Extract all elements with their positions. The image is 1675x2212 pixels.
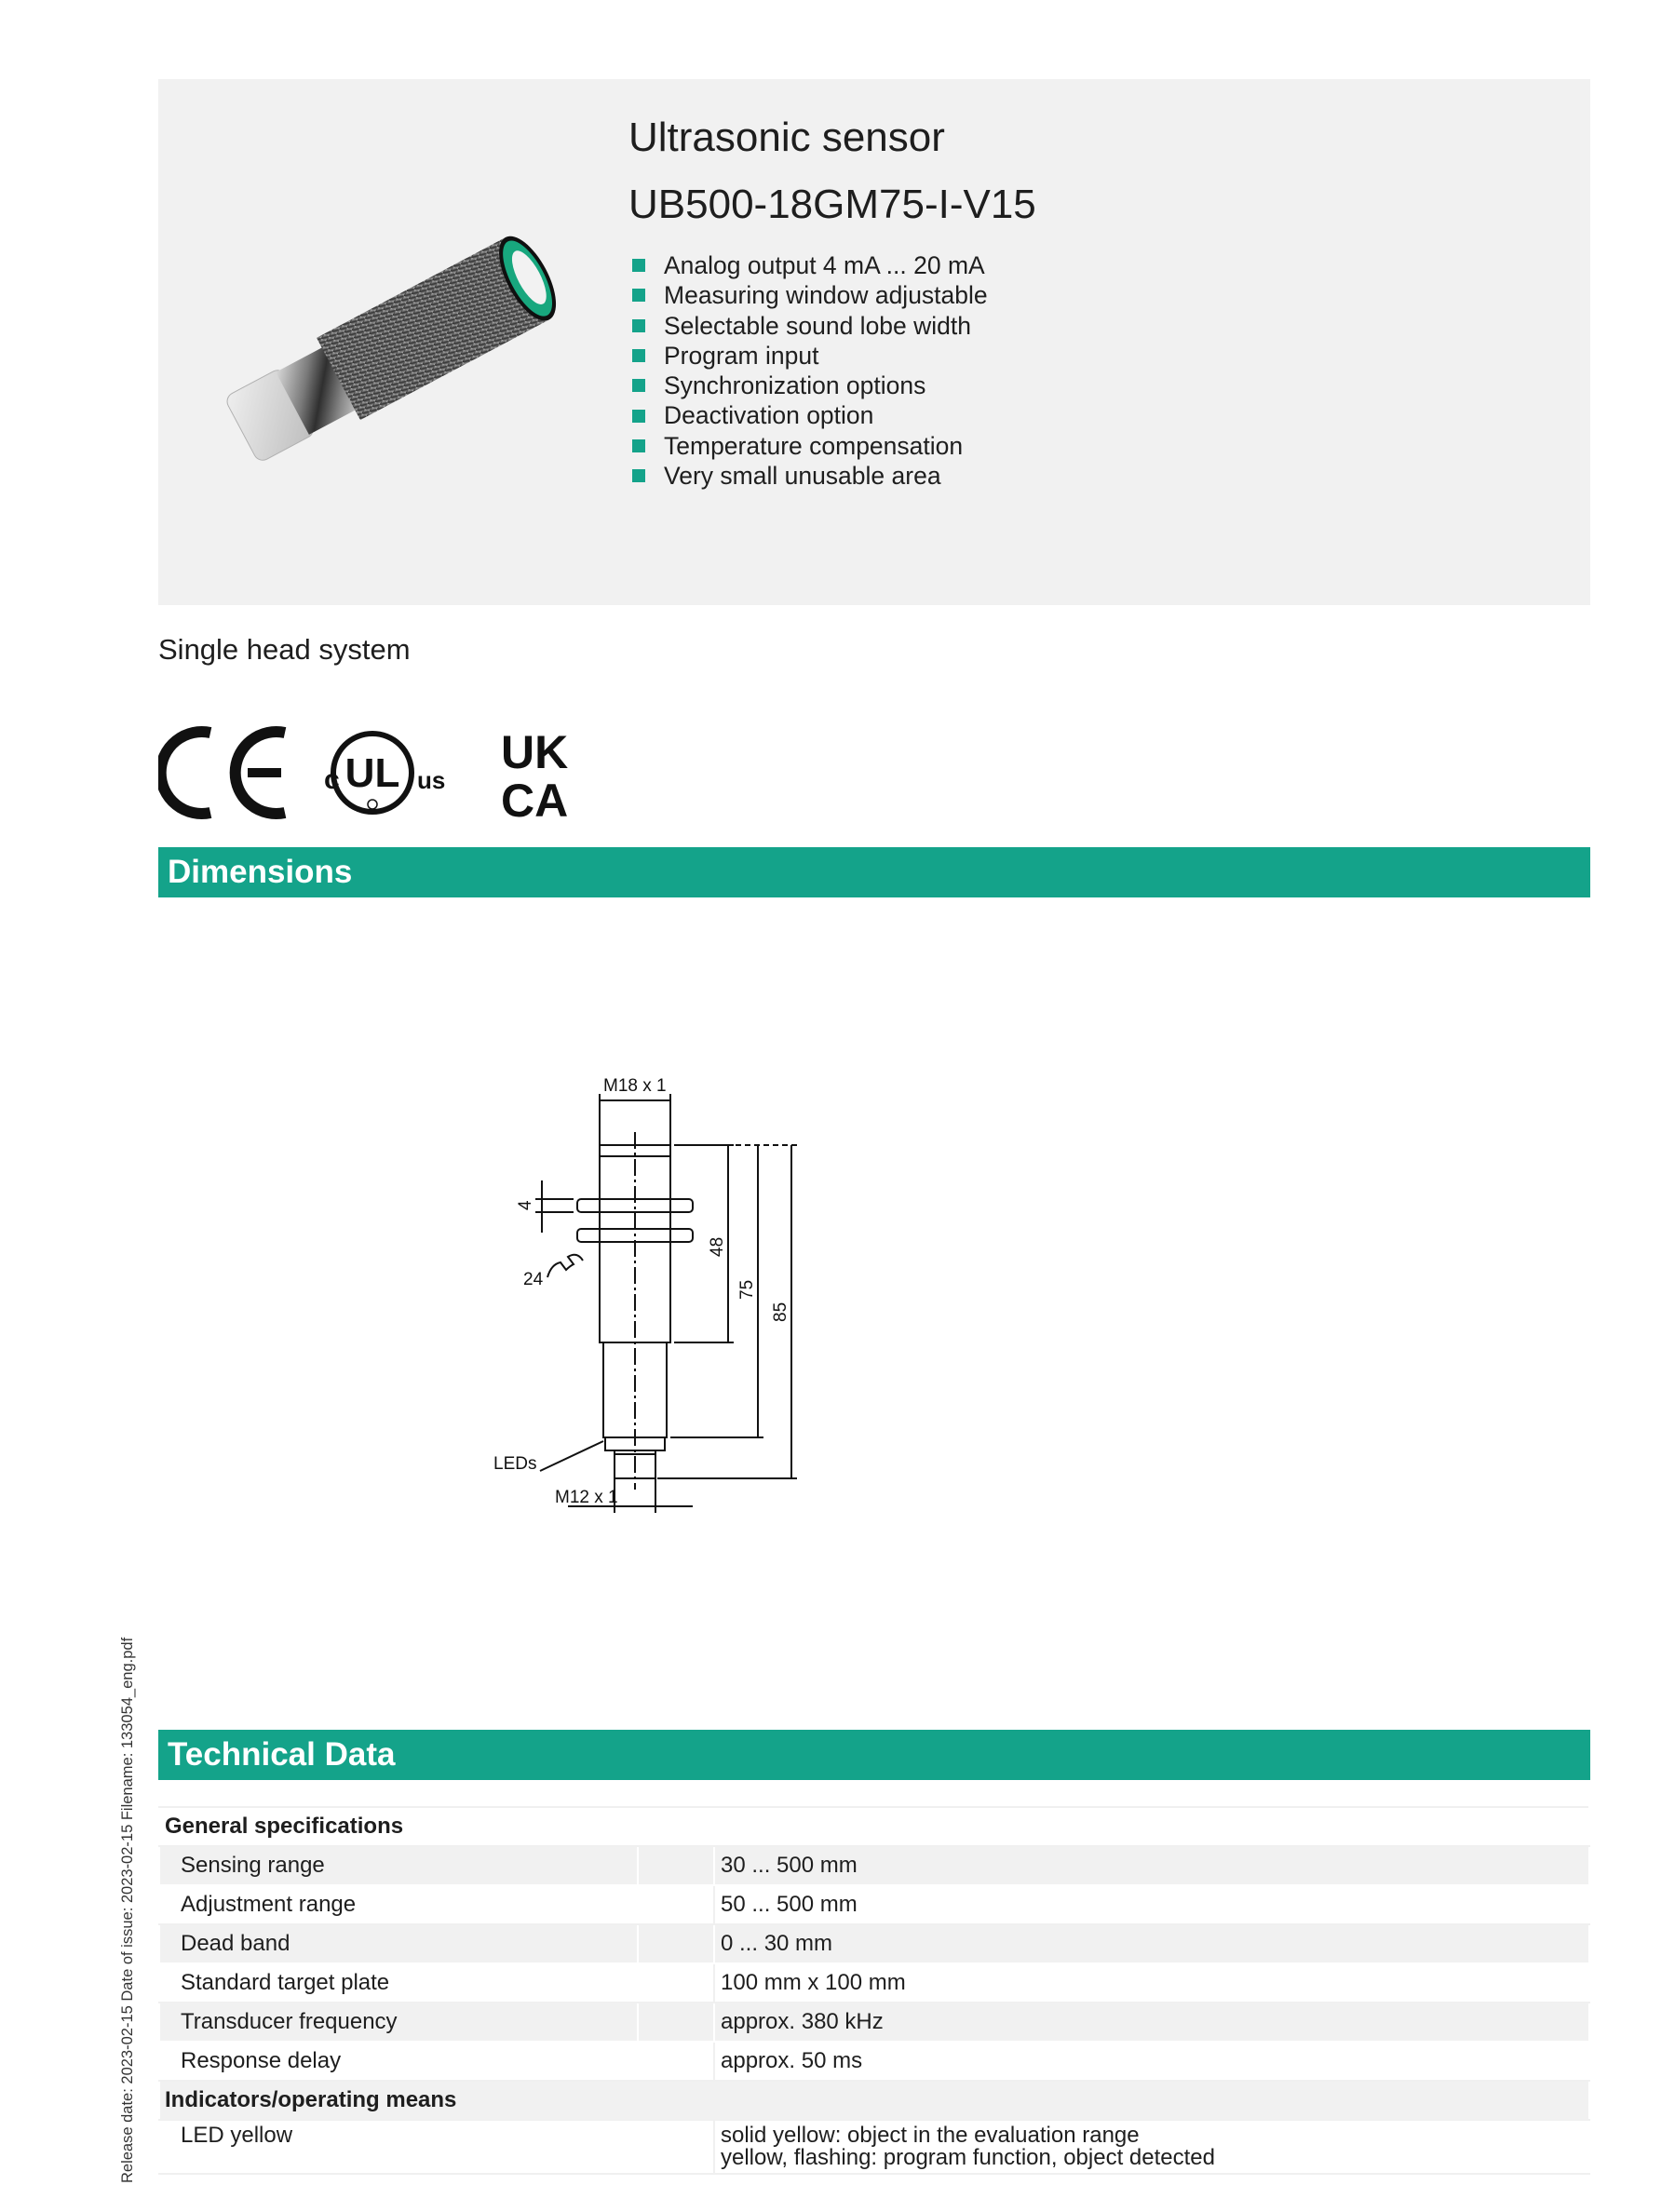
leds-label: LEDs xyxy=(493,1454,537,1474)
product-header xyxy=(628,113,1036,491)
certification-marks xyxy=(158,722,605,824)
bullet-icon xyxy=(632,469,645,482)
system-type-label: Single head system xyxy=(158,633,411,666)
feature-item: Temperature compensation xyxy=(628,431,1036,461)
m12-thread-label: M12 x 1 xyxy=(555,1488,618,1507)
product-model-title: UB500-18GM75-I-V15 xyxy=(628,182,1036,227)
svg-text:UK: UK xyxy=(501,726,569,778)
feature-item: Deactivation option xyxy=(628,400,1036,430)
technical-data-table xyxy=(158,1806,1590,2175)
spec-value: 30 ... 500 mm xyxy=(714,1846,1589,1885)
m18-thread-label: M18 x 1 xyxy=(603,1076,667,1096)
spec-label: Adjustment range xyxy=(159,1885,638,1924)
release-date-note: Release date: 2023-02-15 Date of issue: 2023-02-15 Filename: 133054_eng.pdf xyxy=(119,1637,136,2183)
product-category-title: Ultrasonic sensor xyxy=(628,115,945,160)
table-group-row xyxy=(159,1807,1589,1846)
svg-text:CA: CA xyxy=(501,775,569,824)
sensor-product-image xyxy=(196,163,596,545)
bullet-icon xyxy=(632,439,645,452)
bullet-icon xyxy=(632,259,645,272)
table-group-row xyxy=(159,2081,1589,2120)
dimensions-section-header: Dimensions xyxy=(158,847,1590,897)
spec-label: Sensing range xyxy=(159,1846,638,1885)
bullet-icon xyxy=(632,379,645,392)
dim-85-label: 85 xyxy=(771,1302,790,1322)
table-row xyxy=(159,2003,1589,2042)
svg-text:us: us xyxy=(417,766,446,794)
bullet-icon xyxy=(632,289,645,302)
spec-value: solid yellow: object in the evaluation range yellow, flashing: program function, object detected xyxy=(714,2120,1589,2174)
table-row xyxy=(159,2042,1589,2081)
dim-4-label: 4 xyxy=(516,1200,535,1210)
bullet-icon xyxy=(632,319,645,332)
feature-item: Measuring window adjustable xyxy=(628,280,1036,310)
dimension-drawing xyxy=(484,1071,838,1536)
ukca-mark-icon xyxy=(501,726,568,824)
cul-us-mark-icon xyxy=(324,734,445,812)
bullet-icon xyxy=(632,410,645,423)
ce-mark-icon xyxy=(161,732,285,814)
spec-value: approx. 380 kHz xyxy=(714,2003,1589,2042)
spec-value: 100 mm x 100 mm xyxy=(714,1963,1589,2003)
group-title: General specifications xyxy=(159,1807,1589,1846)
bullet-icon xyxy=(632,349,645,362)
table-row xyxy=(159,2120,1589,2174)
svg-text:c: c xyxy=(324,764,340,795)
feature-item: Selectable sound lobe width xyxy=(628,311,1036,341)
spec-value: 0 ... 30 mm xyxy=(714,1924,1589,1963)
dim-24-label: 24 xyxy=(523,1270,544,1289)
feature-item: Program input xyxy=(628,341,1036,371)
spec-label: Dead band xyxy=(159,1924,638,1963)
dim-75-label: 75 xyxy=(737,1279,757,1300)
spec-value: approx. 50 ms xyxy=(714,2042,1589,2081)
spec-label: Standard target plate xyxy=(159,1963,638,2003)
group-title: Indicators/operating means xyxy=(159,2081,1589,2120)
table-row xyxy=(159,1885,1589,1924)
spec-label: LED yellow xyxy=(159,2120,638,2174)
dim-48-label: 48 xyxy=(708,1236,727,1257)
table-row xyxy=(159,1963,1589,2003)
feature-item: Very small unusable area xyxy=(628,461,1036,491)
feature-list xyxy=(628,250,1036,491)
spec-value: 50 ... 500 mm xyxy=(714,1885,1589,1924)
spec-label: Transducer frequency xyxy=(159,2003,638,2042)
svg-text:UL: UL xyxy=(344,750,400,796)
table-row xyxy=(159,1846,1589,1885)
technical-data-section-header: Technical Data xyxy=(158,1730,1590,1780)
spec-label: Response delay xyxy=(159,2042,638,2081)
feature-item: Synchronization options xyxy=(628,371,1036,400)
feature-item: Analog output 4 mA ... 20 mA xyxy=(628,250,1036,280)
table-row xyxy=(159,1924,1589,1963)
product-hero xyxy=(158,79,1590,605)
